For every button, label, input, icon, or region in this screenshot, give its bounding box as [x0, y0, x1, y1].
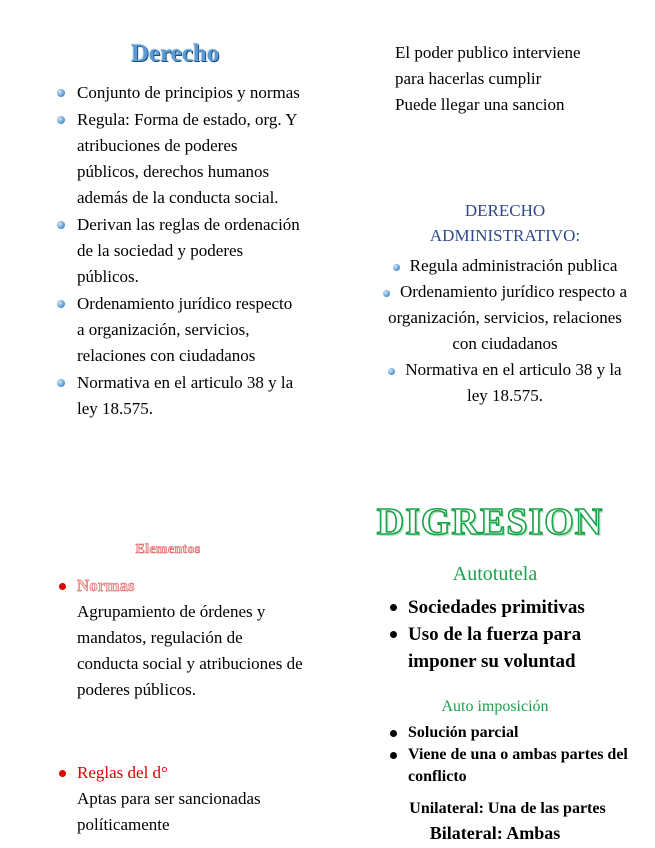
list-item: Normativa en el articulo 38 y la ley 18.575. — [380, 357, 630, 409]
admin-list — [380, 253, 630, 409]
bullet-icon — [57, 379, 65, 387]
bullet-icon — [59, 770, 66, 777]
bullet-icon — [57, 89, 65, 97]
autoimposicion-title: Auto imposición — [441, 698, 549, 715]
normas-label: Normas — [77, 576, 135, 595]
list-item: Conjunto de principios y normas — [55, 80, 300, 106]
reglas-item — [55, 760, 305, 838]
bullet-icon — [390, 631, 397, 638]
list-item: Ordenamiento jurídico respecto a organización, servicios, relaciones con ciudadanos — [55, 291, 300, 369]
poder-publico-text: El poder publico interviene para hacerlas cumplir Puede llegar una sancion — [395, 43, 581, 114]
derecho-title: Derecho — [130, 40, 220, 67]
normas-text: Agrupamiento de órdenes y mandatos, regulación de conducta social y atribuciones de poderes públicos. — [77, 602, 303, 699]
bullet-icon — [57, 116, 65, 124]
list-item: Derivan las reglas de ordenación de la sociedad y poderes públicos. — [55, 212, 300, 290]
elementos-title: Elementos — [135, 542, 201, 557]
bullet-icon — [59, 583, 66, 590]
bullet-icon — [388, 368, 395, 375]
bullet-icon — [57, 300, 65, 308]
bullet-icon — [383, 290, 390, 297]
list-item: Normativa en el articulo 38 y la ley 18.575. — [55, 370, 300, 422]
digresion-title: DIGRESION — [376, 501, 604, 543]
list-item: Viene de una o ambas partes del conflicto — [388, 744, 628, 788]
bullet-icon — [390, 752, 397, 759]
reglas-label: Reglas del d° — [77, 763, 168, 782]
list-item: Ordenamiento jurídico respecto a organización, servicios, relaciones con ciudadanos — [380, 279, 630, 357]
reglas-text: Aptas para ser sancionadas políticamente — [77, 789, 261, 834]
list-item: Solución parcial — [388, 722, 628, 744]
list-item: Regula administración publica — [380, 253, 630, 279]
bullet-icon — [390, 604, 397, 611]
bullet-icon — [57, 221, 65, 229]
list-item: Uso de la fuerza para imponer su voluntad — [388, 621, 628, 675]
derecho-administrativo-title: DERECHO ADMINISTRATIVO: — [429, 201, 581, 245]
list-item: Sociedades primitivas — [388, 594, 628, 621]
derecho-list — [55, 80, 300, 423]
bullet-icon — [390, 730, 397, 737]
list-item: Regula: Forma de estado, org. Y atribuciones de poderes públicos, derechos humanos además de la conducta social. — [55, 107, 300, 211]
unilateral-text: Unilateral: Una de las partes — [409, 800, 606, 817]
bilateral-text: Bilateral: Ambas — [429, 823, 561, 843]
normas-item — [55, 573, 305, 703]
bullet-icon — [393, 264, 400, 271]
autotutela-title: Autotutela — [452, 563, 538, 585]
autotutela-list — [388, 594, 628, 675]
autoimposicion-list — [388, 722, 628, 788]
